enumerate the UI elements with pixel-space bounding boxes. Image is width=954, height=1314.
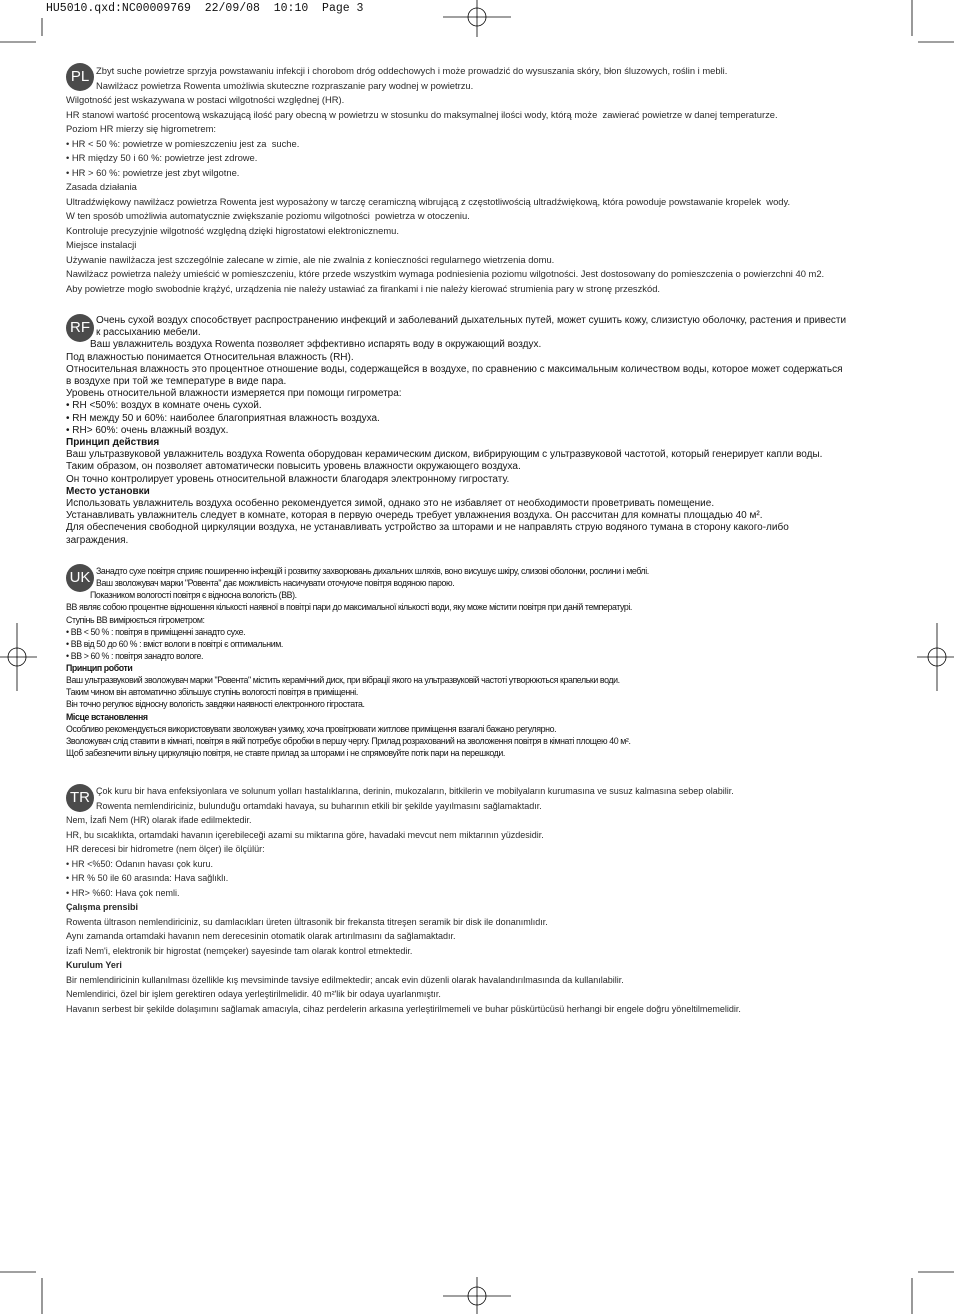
pl-paragraph-line: Aby powietrze mogło swobodnie krążyć, urządzenia nie należy ustawiać za firankami i nie należy kierować strumienia pary w stronę przeszkód. (66, 282, 661, 294)
rf-heading: Место установки (66, 485, 150, 497)
language-badge-tr: TR (66, 784, 94, 812)
rf-paragraph-line: Он точно контролирует уровень относительной влажности благодаря электронному гигростату. (66, 473, 510, 485)
rf-bullet-item: • RH между 50 и 60%: наиболее благоприятная влажность воздуха. (66, 412, 380, 424)
pl-paragraph-line: Ultradźwiękowy nawilżacz powietrza Rowenta jest wyposażony w tarczę ceramiczną wibrującą z częstotliwością ultradźwiękową, która powoduje powstawanie kropelek wody. (66, 195, 791, 207)
uk-bullet-item: • ВВ > 60 % : повітря занадто вологе. (66, 650, 204, 661)
rf-paragraph-line: заграждения. (66, 534, 129, 546)
tr-paragraph-line: Bir nemlendiricinin kullanılması özellikle kış mevsiminde tavsiye edilmektedir; ancak evin düzenli olarak havalandırılmasında da kullanılabilir. (66, 974, 624, 985)
language-badge-pl: PL (66, 63, 94, 91)
pl-paragraph-line: Nawilżacz powietrza Rowenta umożliwia skuteczne rozpraszanie pary wodnej w powietrzu. (96, 79, 474, 91)
uk-paragraph-line: Він точно регулює відносну вологість завдяки наявності електронного гігростата. (66, 699, 365, 710)
pl-bullet-item: • HR > 60 %: powietrze jest zbyt wilgotne. (66, 166, 240, 178)
uk-paragraph-line: Занадто сухе повітря сприяє поширенню інфекцій і розвитку захворювань дихальних шляхів, воно висушує шкіру, слизові оболонки, рослини і меблі. (96, 566, 649, 576)
pl-paragraph-line: HR stanowi wartość procentową wskazującą ilość pary obecną w powietrzu w stosunku do maksymalnej ilości wody, którą może zawierać powietrze w danej temperaturze. (66, 108, 778, 120)
language-badge-uk: UK (66, 564, 94, 592)
pl-paragraph-line: Używanie nawilżacza jest szczególnie zalecane w zimie, ale nie zwalnia z konieczności regularnego wietrzenia domu. (66, 253, 555, 265)
registration-mark-top (443, 0, 511, 37)
uk-paragraph-line: Особливо рекомендується використовувати зволожувач узимку, хоча провітрювати житлове приміщення взагалі бажано регулярно. (66, 723, 557, 734)
tr-paragraph-line: Nemlendirici, özel bir işlem gerektiren odaya yerleştirilmelidir. 40 m²'lik bir odaya uyarlanmıştır. (66, 989, 441, 1000)
rf-paragraph-line: Использовать увлажнитель воздуха особенно рекомендуется зимой, однако это не избавляет от необходимости проветривать помещение. (66, 498, 715, 510)
section-tr (66, 784, 954, 1017)
tr-heading: Kurulum Yeri (66, 960, 122, 971)
uk-paragraph-line: Показником вологості повітря є відносна вологість (ВВ). (90, 590, 297, 601)
language-badge-rf: RF (66, 314, 94, 342)
rf-paragraph-line: Относительная влажность это процентное отношение воды, содержащейся в воздухе, по сравнению с максимальным количеством воды, которое может содержаться (66, 363, 843, 375)
uk-heading: Принцип роботи (66, 663, 133, 673)
uk-paragraph-line: Щоб забезпечити вільну циркуляцію повітря, не ставте прилад за шторами і не спрямовуйте потік пари на перешкоди. (66, 747, 505, 758)
tr-paragraph-line: İzafi Nem'i, elektronik bir higrostat (nemçeker) sayesinde tam olarak kontrol etmektedir. (66, 945, 413, 956)
crop-mark-top-right (912, 0, 954, 42)
pl-bullet-item: • HR między 50 i 60 %: powietrze jest zdrowe. (66, 152, 258, 163)
tr-paragraph-line: Rowenta nemlendiriciniz, bulunduğu ortamdaki havaya, su buharının etkili bir şekilde yayılmasını sağlamaktadır. (96, 800, 542, 811)
uk-paragraph-line: Ваш ультразвуковий зволожувач марки "Ровента" містить керамічний диск, при вібрації якого на ультразвуковій частоті утворюються крапельки води. (66, 675, 620, 686)
registration-mark-left (0, 623, 37, 691)
section-uk (66, 565, 954, 759)
pl-paragraph-line: Zbyt suche powietrze sprzyja powstawaniu infekcji i chorobom dróg oddechowych i może prowadzić do wysuszania skóry, błon śluzowych, roślin i mebli. (96, 65, 728, 76)
uk-heading: Місце встановлення (66, 711, 148, 722)
uk-paragraph-line: Таким чином він автоматично збільшує ступінь вологості повітря в приміщенні. (66, 687, 358, 698)
rf-paragraph-line: Очень сухой воздух способствует распространению инфекций и заболеваний дыхательных путей, может сушить кожу, слизистую оболочку, растения и привести (96, 315, 847, 326)
uk-paragraph-line: Ступінь ВВ вимірюється гігрометром: (66, 614, 205, 625)
rf-paragraph-line: Для обеспечения свободной циркуляции воздуха, не устанавливать устройство за шторами и не направлять струю водяного тумана в сторону какого-либо (66, 522, 789, 534)
uk-bullet-item: • ВВ від 50 до 60 % : вміст вологи в повітрі є оптимальним. (66, 638, 283, 649)
uk-paragraph-line: Ваш зволожувач марки "Ровента" дає можливість насичувати оточуюче повітря водяною парою. (96, 578, 455, 589)
rf-heading: Принцип действия (66, 437, 160, 449)
tr-paragraph-line: Havanın serbest bir şekilde dolaşımını sağlamak amacıyla, cihaz perdelerin arkasına yerleştirilmemeli ve buhar püskürtücüsü herhangi bir engele doğru yöneltilmemelidir. (66, 1003, 741, 1014)
uk-paragraph-line: ВВ являє собою процентне відношення кількості наявної в повітрі пари до максимальної кількості води, яку може містити повітря при даній температурі. (66, 602, 632, 613)
pl-paragraph-line: Poziom HR mierzy się higrometrem: (66, 123, 217, 134)
pl-paragraph-line: Wilgotność jest wskazywana w postaci wilgotności względnej (HR). (66, 94, 345, 105)
section-rf (66, 315, 954, 547)
rf-paragraph-line: к рассыханию мебели. (96, 327, 201, 339)
pl-paragraph-line: Nawilżacz powietrza należy umieścić w pomieszczeniu, które przede wszystkim wymaga podniesienia poziomu wilgotności. Jest dostosowany do pomieszczenia o powierzchni 40 m2. (66, 268, 825, 279)
rf-paragraph-line: Под влажностью понимается Относительная влажность (RH). (66, 351, 354, 363)
pl-heading: Miejsce instalacji (66, 239, 137, 250)
tr-paragraph-line: HR, bu sıcaklıkta, ortamdaki havanın içerebileceği azami su miktarına göre, havadaki mevcut nem miktarının yüzdesidir. (66, 829, 544, 840)
rf-paragraph-line: Ваш ультразвуковой увлажнитель воздуха Rowenta оборудован керамическим диском, вибрирующим с ультразвуковой частотой, который генерирует капли воды. (66, 449, 823, 461)
tr-bullet-item: • HR> %60: Hava çok nemli. (66, 887, 180, 898)
tr-heading: Çalışma prensibi (66, 902, 139, 913)
rf-paragraph-line: Таким образом, он позволяет автоматически повысить уровень влажности окружающего воздуха. (66, 461, 521, 473)
uk-bullet-item: • ВВ < 50 % : повітря в приміщенні занадто сухе. (66, 626, 246, 637)
rf-paragraph-line: Устанавливать увлажнитель следует в комнате, которая в первую очередь требует увлажнения воздуха. Он рассчитан для комнаты площадью 40 м². (66, 510, 763, 522)
rf-bullet-item: • RH <50%: воздух в комнате очень сухой. (66, 400, 262, 412)
pl-bullet-item: • HR < 50 %: powietrze w pomieszczeniu jest za suche. (66, 137, 300, 149)
tr-paragraph-line: HR derecesi bir hidrometre (nem ölçer) ile ölçülür: (66, 844, 265, 855)
registration-mark-bottom (443, 1277, 511, 1314)
tr-bullet-item: • HR % 50 ile 60 arasında: Hava sağlıklı. (66, 873, 229, 884)
uk-paragraph-line: Зволожувач слід ставити в кімнаті, повітря в якій потребує обробки в першу чергу. Прилад розрахований на зволоження повітря в кімнаті площею 40 м². (66, 735, 631, 746)
print-slug: HU5010.qxd:NC00009769 22/09/08 10:10 Page 3 (46, 2, 364, 15)
section-pl (66, 64, 954, 296)
crop-mark-top-left (0, 18, 42, 42)
tr-paragraph-line: Nem, İzafi Nem (HR) olarak ifade edilmektedir. (66, 815, 252, 826)
pl-paragraph-line: Kontroluje precyzyjnie wilgotność względną dzięki higrostatowi elektronicznemu. (66, 224, 399, 236)
rf-paragraph-line: в воздухе при той же температуре в виде пара. (66, 376, 287, 388)
pl-heading: Zasada działania (66, 181, 137, 192)
crop-mark-bottom-left (0, 1272, 42, 1314)
crop-mark-bottom-right (912, 1272, 954, 1314)
tr-paragraph-line: Aynı zamanda ortamdaki havanın nem derecesinin otomatik olarak artırılmasını da sağlamaktadır. (66, 931, 456, 942)
rf-paragraph-line: Уровень относительной влажности измеряется при помощи гигрометра: (66, 388, 402, 400)
pl-paragraph-line: W ten sposób umożliwia automatycznie zwiększanie poziomu wilgotności powietrza w otoczeniu. (66, 210, 470, 221)
tr-paragraph-line: Çok kuru bir hava enfeksiyonlara ve solunum yolları hastalıklarına, derinin, mukozaların, bitkilerin ve mobilyaların kurumasına ve susuz kalmasına sebep olabilir. (96, 786, 734, 796)
rf-bullet-item: • RH> 60%: очень влажный воздух. (66, 424, 229, 436)
rf-paragraph-line: Ваш увлажнитель воздуха Rowenta позволяет эффективно испарять воду в окружающий воздух. (90, 339, 542, 351)
tr-bullet-item: • HR <%50: Odanın havası çok kuru. (66, 858, 213, 869)
tr-paragraph-line: Rowenta ültrason nemlendiriciniz, su damlacıkları üreten ültrasonik bir frekansta titreşen seramik bir disk ile donanımlıdır. (66, 916, 548, 927)
